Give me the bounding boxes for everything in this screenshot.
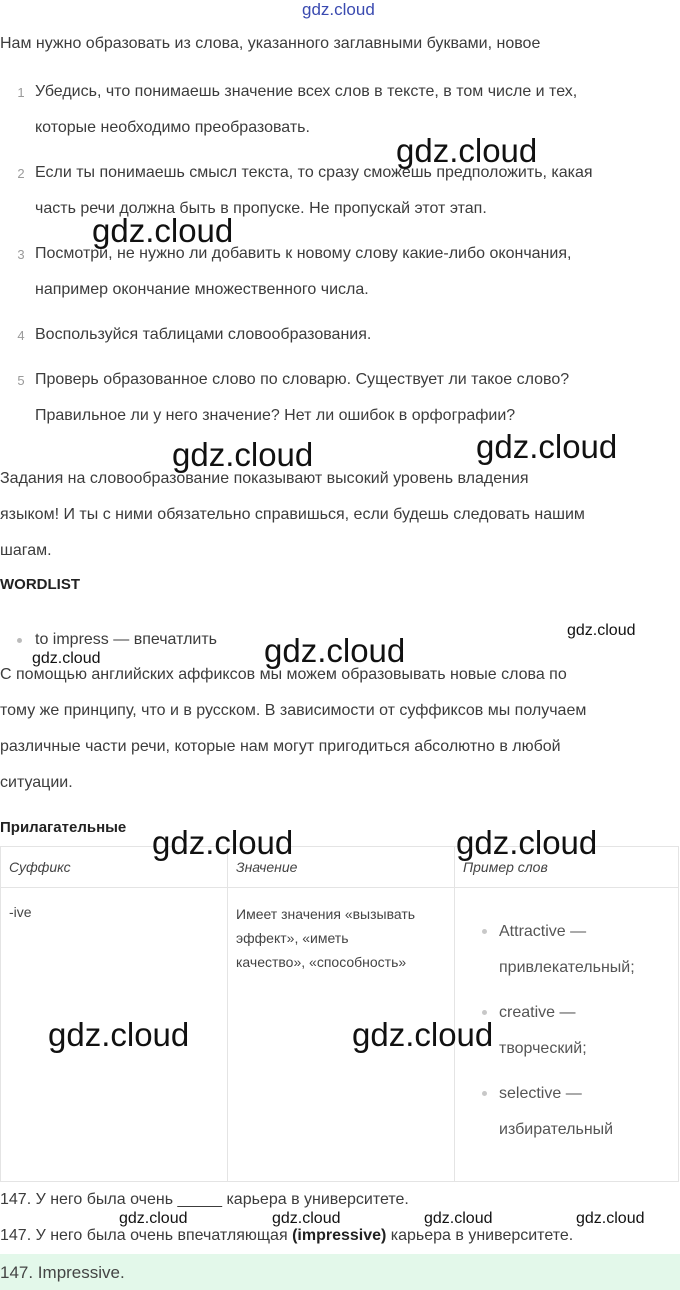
watermark: gdz.cloud bbox=[576, 1210, 645, 1227]
wordlist-heading: WORDLIST bbox=[0, 576, 80, 593]
step-text: Воспользуйся таблицами словообразования. bbox=[35, 326, 372, 343]
watermark: gdz.cloud bbox=[119, 1210, 188, 1227]
step-number: 2 bbox=[17, 166, 25, 181]
watermark: gdz.cloud bbox=[92, 212, 234, 249]
encourage-text: Задания на словообразование показывают высокий уровень владения языком! И ты с ними обязательно справишься, если будешь следовать нашим шагам. bbox=[0, 470, 585, 559]
step-number: 4 bbox=[17, 328, 25, 343]
affix-text: С помощью английских аффиксов мы можем образовывать новые слова по тому же принципу, что и в русском. В зависимости от суффиксов мы получаем различные части речи, которые нам могут пригодиться абсолютно в любой ситуации. bbox=[0, 666, 587, 791]
watermark: gdz.cloud bbox=[352, 1016, 494, 1053]
watermark: gdz.cloud bbox=[456, 824, 598, 861]
watermark: gdz.cloud bbox=[302, 0, 375, 19]
adjectives-heading: Прилагательные bbox=[0, 819, 127, 836]
suffix-cell: -ive bbox=[1, 888, 228, 1182]
step-number: 1 bbox=[17, 85, 25, 100]
watermark: gdz.cloud bbox=[152, 824, 294, 861]
table-header: Пример слов bbox=[455, 847, 679, 888]
step-number: 3 bbox=[17, 247, 25, 262]
watermark: gdz.cloud bbox=[424, 1210, 493, 1227]
list-item: selective — избирательный bbox=[463, 1076, 678, 1148]
watermark: gdz.cloud bbox=[48, 1016, 190, 1053]
suffix-table bbox=[0, 846, 679, 1182]
watermark: gdz.cloud bbox=[567, 622, 636, 639]
step-text: Убедись, что понимаешь значение всех слов в тексте, в том числе и тех, которые необходимо преобразовать. bbox=[35, 83, 578, 136]
table-header: Суффикс bbox=[1, 847, 228, 888]
wordlist-item: to impress — впечатлить bbox=[35, 631, 218, 648]
watermark: gdz.cloud bbox=[172, 436, 314, 473]
intro-text: Нам нужно образовать из слова, указанного заглавными буквами, новое bbox=[0, 35, 541, 52]
step-text: Проверь образованное слово по словарю. Существует ли такое слово? Правильное ли у него значение? Нет ли ошибок в орфографии? bbox=[35, 371, 570, 424]
watermark: gdz.cloud bbox=[396, 132, 538, 169]
watermark: gdz.cloud bbox=[476, 428, 618, 465]
answer-box bbox=[0, 1254, 680, 1290]
watermark: gdz.cloud bbox=[32, 650, 101, 667]
step-text: Посмотри, не нужно ли добавить к новому слову какие-либо окончания, например окончание множественного числа. bbox=[35, 245, 572, 298]
task-text: 147. У него была очень _____ карьера в университете. bbox=[0, 1191, 409, 1208]
list-item: Attractive — привлекательный; bbox=[463, 914, 678, 986]
step-text: Если ты понимаешь смысл текста, то сразу сможешь предположить, какая часть речи должна быть в пропуске. Не пропускай этот этап. bbox=[35, 164, 593, 217]
watermark: gdz.cloud bbox=[272, 1210, 341, 1227]
solution-text: 147. У него была очень впечатляющая (impressive) карьера в университете. bbox=[0, 1227, 574, 1244]
meaning-cell: Имеет значения «вызывать эффект», «иметь качество», «способность» bbox=[228, 888, 455, 1182]
table-header: Значение bbox=[228, 847, 455, 888]
answer-text: 147. Impressive. bbox=[0, 1263, 125, 1282]
list-item: creative — творческий; bbox=[463, 995, 678, 1067]
watermark: gdz.cloud bbox=[264, 632, 406, 669]
bullet-icon bbox=[17, 638, 22, 643]
step-number: 5 bbox=[17, 373, 25, 388]
